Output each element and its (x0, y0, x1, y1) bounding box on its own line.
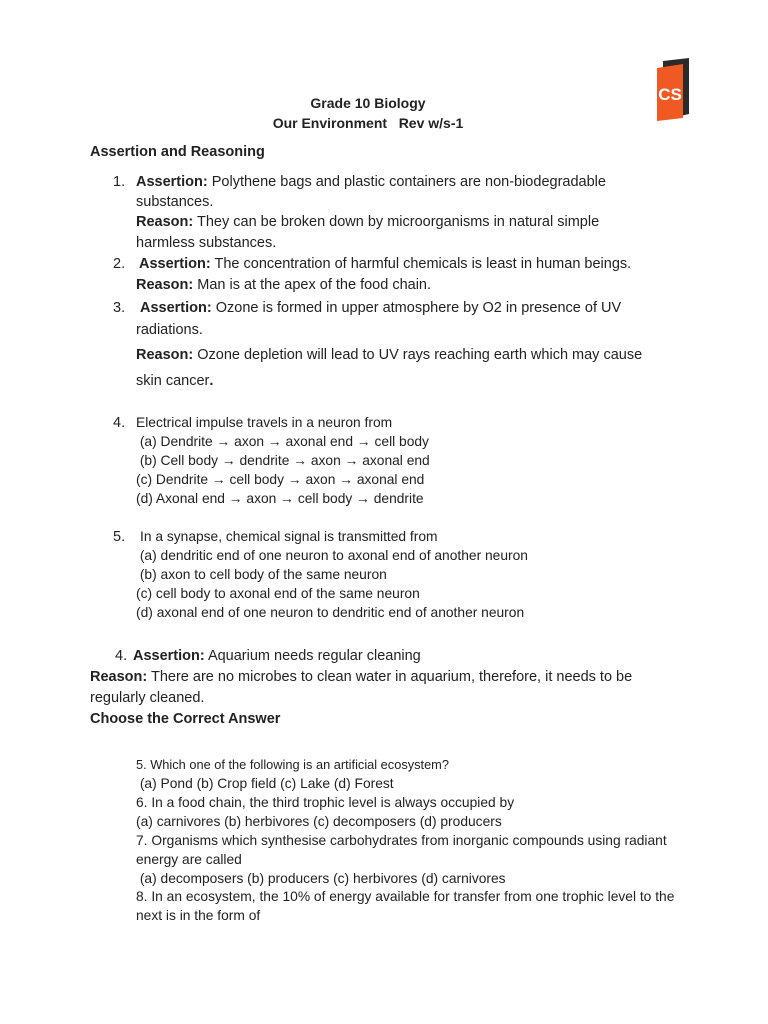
reason-line (136, 347, 642, 363)
assertion-label: Assertion: (133, 648, 205, 664)
reason-text: They can be broken down by microorganisms in natural simple (193, 214, 600, 230)
reason-text-end: skin cancer (136, 373, 210, 389)
question-text-cont: next is in the form of (136, 908, 261, 923)
question-text: 6. In a food chain, the third trophic level is always occupied by (136, 795, 515, 810)
reason-text: Man is at the apex of the food chain. (193, 277, 432, 293)
assertion-label: Assertion: (136, 174, 208, 190)
assertion-line (140, 300, 621, 316)
option-a: (a) Dendrite → axon → axonal end → cell body (136, 434, 429, 449)
document-subtitle: Our Environment Rev w/s-1 (272, 115, 464, 131)
section-heading-correct-answer: Choose the Correct Answer (90, 711, 281, 727)
assertion-text: The concentration of harmful chemicals is least in human beings. (210, 256, 632, 272)
assertion-label: Assertion: (140, 300, 212, 316)
assertion-text-cont: substances. (136, 194, 214, 210)
question-text: Electrical impulse travels in a neuron from (136, 415, 393, 430)
option-b: (b) axon to cell body of the same neuron (136, 567, 387, 582)
option-a: (a) dendritic end of one neuron to axonal end of another neuron (136, 548, 528, 563)
reason-label: Reason: (136, 214, 194, 230)
assertion-label: Assertion: (139, 256, 211, 272)
reason-text-cont: regularly cleaned. (90, 690, 205, 706)
option-b: (b) Cell body → dendrite → axon → axonal end (136, 453, 430, 468)
question-text-cont: energy are called (136, 852, 242, 867)
question-number: 4. (113, 415, 126, 431)
reason-label: Reason: (90, 669, 148, 685)
question-number: 5. (113, 529, 126, 545)
reason-text: There are no microbes to clean water in aquarium, therefore, it needs to be (147, 669, 633, 685)
assertion-text: Polythene bags and plastic containers are non-biodegradable (207, 174, 606, 190)
reason-period: . (209, 373, 214, 389)
document-title: Grade 10 Biology (310, 95, 426, 111)
options-text: (a) decomposers (b) producers (c) herbivores (d) carnivores (136, 871, 506, 886)
assertion-text: Aquarium needs regular cleaning (204, 648, 421, 664)
item-number: 1. (113, 174, 126, 190)
logo-text: CS (658, 85, 682, 104)
option-c: (c) cell body to axonal end of the same neuron (136, 586, 420, 601)
section-heading-assertion-reasoning: Assertion and Reasoning (90, 144, 265, 160)
assertion-text-cont: radiations. (136, 322, 203, 338)
reason-text-cont: harmless substances. (136, 235, 277, 251)
item-number: 4. (115, 648, 128, 664)
question-text: 8. In an ecosystem, the 10% of energy available for transfer from one trophic level to the (136, 889, 675, 904)
option-d: (d) axonal end of one neuron to dendritic end of another neuron (136, 605, 525, 620)
assertion-text: Ozone is formed in upper atmosphere by O2 in presence of UV (211, 300, 622, 316)
question-text: In a synapse, chemical signal is transmitted from (140, 529, 438, 544)
reason-label: Reason: (136, 277, 194, 293)
reason-line (90, 669, 632, 685)
assertion-line (136, 174, 606, 190)
options-text: (a) carnivores (b) herbivores (c) decomposers (d) producers (136, 814, 502, 829)
reason-label: Reason: (136, 347, 194, 363)
question-text: 7. Organisms which synthesise carbohydrates from inorganic compounds using radiant (136, 833, 667, 848)
cs-logo-icon (655, 58, 691, 121)
reason-line (136, 277, 431, 293)
item-number: 3. (113, 300, 126, 316)
reason-text-cont (136, 373, 213, 389)
assertion-line (139, 256, 631, 272)
reason-text: Ozone depletion will lead to UV rays reaching earth which may cause (193, 347, 643, 363)
question-text: 5. Which one of the following is an artificial ecosystem? (136, 757, 449, 772)
option-d: (d) Axonal end → axon → cell body → dendrite (136, 491, 424, 506)
reason-line (136, 214, 599, 230)
option-c: (c) Dendrite → cell body → axon → axonal end (136, 472, 425, 487)
assertion-line (133, 648, 421, 664)
options-text: (a) Pond (b) Crop field (c) Lake (d) Forest (136, 776, 394, 791)
item-number: 2. (113, 256, 126, 272)
